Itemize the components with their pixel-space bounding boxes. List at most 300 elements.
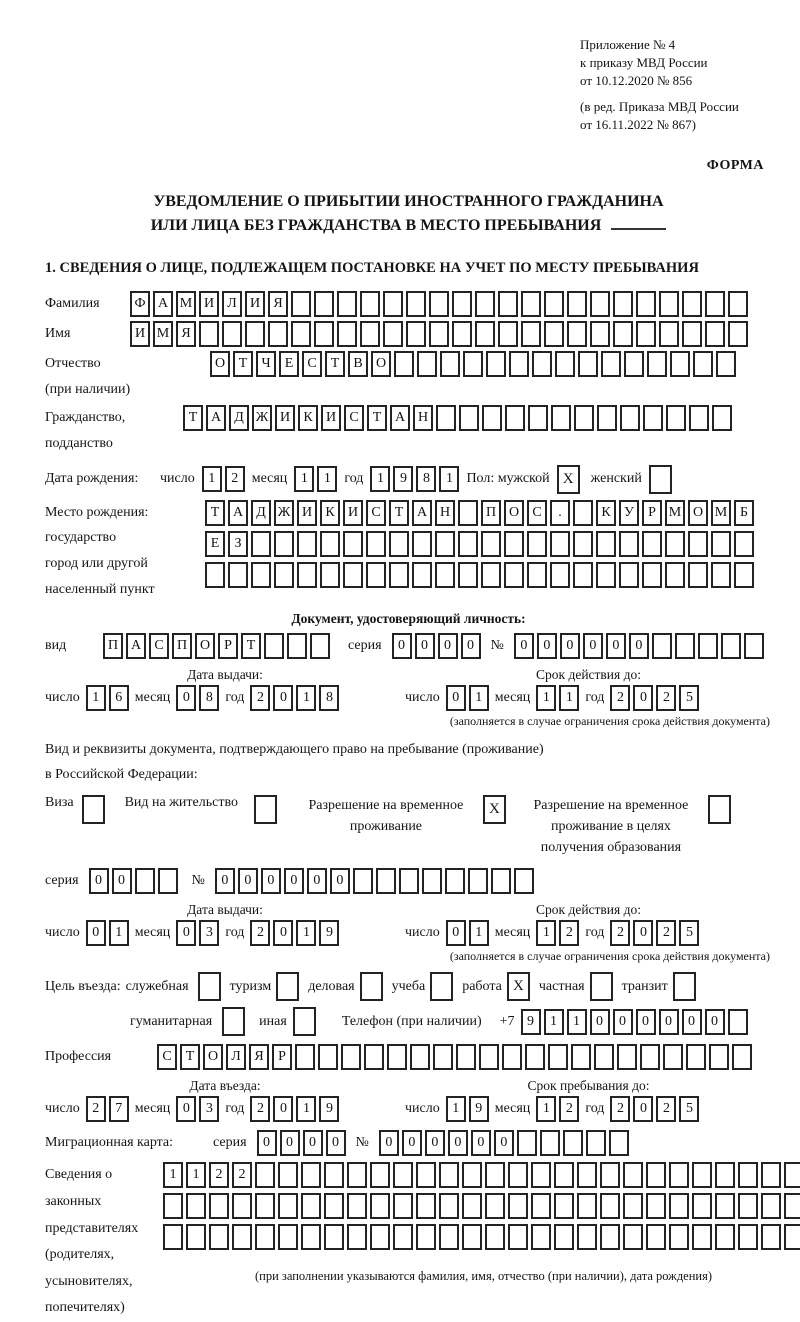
- char-cell[interactable]: [761, 1224, 781, 1250]
- char-cell[interactable]: [600, 1162, 620, 1188]
- char-cell[interactable]: [435, 562, 455, 588]
- char-cell[interactable]: 1: [109, 920, 129, 946]
- char-cell[interactable]: [508, 1224, 528, 1250]
- char-cell[interactable]: С: [302, 351, 322, 377]
- char-cell[interactable]: [394, 351, 414, 377]
- char-cell[interactable]: 0: [176, 920, 196, 946]
- char-cell[interactable]: [205, 562, 225, 588]
- char-cell[interactable]: 0: [273, 920, 293, 946]
- char-cell[interactable]: [716, 351, 736, 377]
- char-cell[interactable]: [343, 562, 363, 588]
- char-cell[interactable]: Д: [251, 500, 271, 526]
- char-cell[interactable]: 0: [636, 1009, 656, 1035]
- char-cell[interactable]: [744, 633, 764, 659]
- char-cell[interactable]: [343, 531, 363, 557]
- char-cell[interactable]: 1: [296, 1096, 316, 1122]
- char-cell[interactable]: [555, 351, 575, 377]
- char-cell[interactable]: Т: [205, 500, 225, 526]
- char-cell[interactable]: [475, 321, 495, 347]
- char-cell[interactable]: [692, 1224, 712, 1250]
- char-cell[interactable]: [646, 1162, 666, 1188]
- char-cell[interactable]: [370, 1193, 390, 1219]
- char-cell[interactable]: [287, 633, 307, 659]
- char-cell[interactable]: [268, 321, 288, 347]
- char-cell[interactable]: [571, 1044, 591, 1070]
- char-cell[interactable]: [505, 405, 525, 431]
- char-cell[interactable]: [504, 562, 524, 588]
- char-cell[interactable]: [646, 1224, 666, 1250]
- char-cell[interactable]: [642, 562, 662, 588]
- char-cell[interactable]: [590, 321, 610, 347]
- char-cell[interactable]: С: [366, 500, 386, 526]
- char-cell[interactable]: [462, 1193, 482, 1219]
- char-cell[interactable]: Т: [325, 351, 345, 377]
- char-cell[interactable]: О: [195, 633, 215, 659]
- char-cell[interactable]: [462, 1162, 482, 1188]
- char-cell[interactable]: [578, 351, 598, 377]
- char-cell[interactable]: 1: [544, 1009, 564, 1035]
- char-cell[interactable]: [521, 321, 541, 347]
- char-cell[interactable]: [712, 405, 732, 431]
- char-cell[interactable]: [613, 291, 633, 317]
- char-cell[interactable]: Я: [176, 321, 196, 347]
- char-cell[interactable]: 7: [109, 1096, 129, 1122]
- char-cell[interactable]: [514, 868, 534, 894]
- char-cell[interactable]: 9: [319, 920, 339, 946]
- char-cell[interactable]: [463, 351, 483, 377]
- char-cell[interactable]: [784, 1193, 800, 1219]
- purpose-private-checkbox[interactable]: [590, 972, 613, 1001]
- char-cell[interactable]: [686, 1044, 706, 1070]
- char-cell[interactable]: С: [149, 633, 169, 659]
- char-cell[interactable]: М: [176, 291, 196, 317]
- char-cell[interactable]: [577, 1162, 597, 1188]
- char-cell[interactable]: П: [172, 633, 192, 659]
- char-cell[interactable]: У: [619, 500, 639, 526]
- char-cell[interactable]: 6: [109, 685, 129, 711]
- char-cell[interactable]: 0: [682, 1009, 702, 1035]
- char-cell[interactable]: [320, 562, 340, 588]
- char-cell[interactable]: [623, 1162, 643, 1188]
- char-cell[interactable]: [715, 1224, 735, 1250]
- char-cell[interactable]: [601, 351, 621, 377]
- char-cell[interactable]: [728, 1009, 748, 1035]
- char-cell[interactable]: [245, 321, 265, 347]
- char-cell[interactable]: [222, 321, 242, 347]
- char-cell[interactable]: [715, 1193, 735, 1219]
- char-cell[interactable]: [412, 562, 432, 588]
- char-cell[interactable]: 2: [610, 685, 630, 711]
- char-cell[interactable]: 0: [303, 1130, 323, 1156]
- char-cell[interactable]: 2: [559, 920, 579, 946]
- char-cell[interactable]: [784, 1224, 800, 1250]
- char-cell[interactable]: [389, 562, 409, 588]
- char-cell[interactable]: 0: [446, 920, 466, 946]
- char-cell[interactable]: [278, 1224, 298, 1250]
- char-cell[interactable]: [573, 500, 593, 526]
- char-cell[interactable]: [163, 1193, 183, 1219]
- char-cell[interactable]: [689, 405, 709, 431]
- char-cell[interactable]: 1: [439, 466, 459, 492]
- visa-checkbox[interactable]: [82, 795, 105, 824]
- char-cell[interactable]: [337, 291, 357, 317]
- char-cell[interactable]: С: [157, 1044, 177, 1070]
- char-cell[interactable]: [435, 531, 455, 557]
- char-cell[interactable]: [532, 351, 552, 377]
- char-cell[interactable]: [554, 1224, 574, 1250]
- char-cell[interactable]: И: [297, 500, 317, 526]
- char-cell[interactable]: [728, 321, 748, 347]
- char-cell[interactable]: И: [130, 321, 150, 347]
- char-cell[interactable]: [416, 1162, 436, 1188]
- char-cell[interactable]: 0: [613, 1009, 633, 1035]
- char-cell[interactable]: [521, 291, 541, 317]
- char-cell[interactable]: 0: [659, 1009, 679, 1035]
- char-cell[interactable]: К: [298, 405, 318, 431]
- char-cell[interactable]: [417, 351, 437, 377]
- char-cell[interactable]: А: [126, 633, 146, 659]
- char-cell[interactable]: [531, 1224, 551, 1250]
- char-cell[interactable]: 0: [215, 868, 235, 894]
- char-cell[interactable]: [636, 321, 656, 347]
- char-cell[interactable]: Ж: [252, 405, 272, 431]
- char-cell[interactable]: 0: [425, 1130, 445, 1156]
- char-cell[interactable]: [728, 291, 748, 317]
- char-cell[interactable]: [475, 291, 495, 317]
- char-cell[interactable]: [412, 531, 432, 557]
- char-cell[interactable]: [399, 868, 419, 894]
- char-cell[interactable]: [705, 321, 725, 347]
- char-cell[interactable]: 5: [679, 1096, 699, 1122]
- char-cell[interactable]: И: [343, 500, 363, 526]
- char-cell[interactable]: 0: [514, 633, 534, 659]
- char-cell[interactable]: [387, 1044, 407, 1070]
- char-cell[interactable]: Е: [279, 351, 299, 377]
- char-cell[interactable]: [436, 405, 456, 431]
- char-cell[interactable]: Е: [205, 531, 225, 557]
- char-cell[interactable]: А: [228, 500, 248, 526]
- char-cell[interactable]: [509, 351, 529, 377]
- char-cell[interactable]: 0: [633, 1096, 653, 1122]
- char-cell[interactable]: [479, 1044, 499, 1070]
- char-cell[interactable]: [393, 1224, 413, 1250]
- char-cell[interactable]: Ж: [274, 500, 294, 526]
- char-cell[interactable]: 0: [471, 1130, 491, 1156]
- char-cell[interactable]: [527, 562, 547, 588]
- char-cell[interactable]: [416, 1193, 436, 1219]
- char-cell[interactable]: [669, 1162, 689, 1188]
- char-cell[interactable]: З: [228, 531, 248, 557]
- char-cell[interactable]: [458, 562, 478, 588]
- char-cell[interactable]: [692, 1193, 712, 1219]
- char-cell[interactable]: [337, 321, 357, 347]
- char-cell[interactable]: [410, 1044, 430, 1070]
- char-cell[interactable]: [669, 1193, 689, 1219]
- char-cell[interactable]: [665, 531, 685, 557]
- char-cell[interactable]: И: [245, 291, 265, 317]
- char-cell[interactable]: [458, 500, 478, 526]
- char-cell[interactable]: 2: [559, 1096, 579, 1122]
- purpose-other-checkbox[interactable]: [293, 1007, 316, 1036]
- char-cell[interactable]: [554, 1162, 574, 1188]
- char-cell[interactable]: [544, 321, 564, 347]
- char-cell[interactable]: Т: [367, 405, 387, 431]
- sex-female-checkbox[interactable]: [649, 465, 672, 494]
- char-cell[interactable]: [574, 405, 594, 431]
- char-cell[interactable]: 5: [679, 920, 699, 946]
- char-cell[interactable]: [429, 321, 449, 347]
- char-cell[interactable]: [295, 1044, 315, 1070]
- char-cell[interactable]: [366, 562, 386, 588]
- char-cell[interactable]: [642, 531, 662, 557]
- char-cell[interactable]: [439, 1224, 459, 1250]
- char-cell[interactable]: [659, 291, 679, 317]
- char-cell[interactable]: [341, 1044, 361, 1070]
- char-cell[interactable]: Р: [218, 633, 238, 659]
- char-cell[interactable]: 0: [446, 685, 466, 711]
- char-cell[interactable]: [594, 1044, 614, 1070]
- char-cell[interactable]: [251, 562, 271, 588]
- char-cell[interactable]: [586, 1130, 606, 1156]
- char-cell[interactable]: 1: [536, 1096, 556, 1122]
- char-cell[interactable]: 2: [232, 1162, 252, 1188]
- char-cell[interactable]: [550, 531, 570, 557]
- char-cell[interactable]: 8: [319, 685, 339, 711]
- char-cell[interactable]: [186, 1193, 206, 1219]
- char-cell[interactable]: [761, 1162, 781, 1188]
- char-cell[interactable]: [452, 321, 472, 347]
- char-cell[interactable]: [439, 1193, 459, 1219]
- char-cell[interactable]: 3: [199, 920, 219, 946]
- char-cell[interactable]: [531, 1193, 551, 1219]
- char-cell[interactable]: [682, 291, 702, 317]
- char-cell[interactable]: [540, 1130, 560, 1156]
- char-cell[interactable]: 2: [610, 1096, 630, 1122]
- char-cell[interactable]: [663, 1044, 683, 1070]
- char-cell[interactable]: [462, 1224, 482, 1250]
- char-cell[interactable]: И: [199, 291, 219, 317]
- char-cell[interactable]: [620, 405, 640, 431]
- char-cell[interactable]: [705, 291, 725, 317]
- char-cell[interactable]: 0: [494, 1130, 514, 1156]
- char-cell[interactable]: П: [103, 633, 123, 659]
- char-cell[interactable]: 2: [656, 1096, 676, 1122]
- char-cell[interactable]: 0: [633, 685, 653, 711]
- char-cell[interactable]: 8: [199, 685, 219, 711]
- char-cell[interactable]: [422, 868, 442, 894]
- char-cell[interactable]: [698, 633, 718, 659]
- char-cell[interactable]: [485, 1193, 505, 1219]
- char-cell[interactable]: О: [688, 500, 708, 526]
- char-cell[interactable]: 1: [469, 920, 489, 946]
- char-cell[interactable]: [590, 291, 610, 317]
- char-cell[interactable]: Л: [226, 1044, 246, 1070]
- char-cell[interactable]: 1: [202, 466, 222, 492]
- char-cell[interactable]: [640, 1044, 660, 1070]
- char-cell[interactable]: [577, 1224, 597, 1250]
- char-cell[interactable]: 2: [250, 920, 270, 946]
- char-cell[interactable]: [383, 291, 403, 317]
- char-cell[interactable]: Н: [413, 405, 433, 431]
- char-cell[interactable]: [711, 562, 731, 588]
- char-cell[interactable]: [274, 531, 294, 557]
- char-cell[interactable]: .: [550, 500, 570, 526]
- char-cell[interactable]: [498, 321, 518, 347]
- char-cell[interactable]: [551, 405, 571, 431]
- char-cell[interactable]: [186, 1224, 206, 1250]
- char-cell[interactable]: [458, 531, 478, 557]
- char-cell[interactable]: [619, 531, 639, 557]
- char-cell[interactable]: [366, 531, 386, 557]
- char-cell[interactable]: Т: [389, 500, 409, 526]
- char-cell[interactable]: 0: [537, 633, 557, 659]
- char-cell[interactable]: А: [412, 500, 432, 526]
- char-cell[interactable]: [278, 1193, 298, 1219]
- char-cell[interactable]: [623, 1193, 643, 1219]
- char-cell[interactable]: В: [348, 351, 368, 377]
- char-cell[interactable]: [297, 562, 317, 588]
- char-cell[interactable]: 0: [379, 1130, 399, 1156]
- char-cell[interactable]: 0: [633, 920, 653, 946]
- char-cell[interactable]: 0: [461, 633, 481, 659]
- char-cell[interactable]: 0: [705, 1009, 725, 1035]
- char-cell[interactable]: [353, 868, 373, 894]
- char-cell[interactable]: 1: [536, 685, 556, 711]
- char-cell[interactable]: [784, 1162, 800, 1188]
- purpose-tourism-checkbox[interactable]: [276, 972, 299, 1001]
- char-cell[interactable]: 0: [392, 633, 412, 659]
- char-cell[interactable]: [550, 562, 570, 588]
- char-cell[interactable]: 0: [112, 868, 132, 894]
- char-cell[interactable]: [567, 291, 587, 317]
- char-cell[interactable]: [600, 1193, 620, 1219]
- char-cell[interactable]: Ч: [256, 351, 276, 377]
- char-cell[interactable]: [711, 531, 731, 557]
- char-cell[interactable]: [255, 1193, 275, 1219]
- char-cell[interactable]: [209, 1224, 229, 1250]
- char-cell[interactable]: [502, 1044, 522, 1070]
- char-cell[interactable]: 2: [86, 1096, 106, 1122]
- char-cell[interactable]: [652, 633, 672, 659]
- char-cell[interactable]: П: [481, 500, 501, 526]
- purpose-transit-checkbox[interactable]: [673, 972, 696, 1001]
- char-cell[interactable]: И: [321, 405, 341, 431]
- char-cell[interactable]: [347, 1162, 367, 1188]
- char-cell[interactable]: [554, 1193, 574, 1219]
- char-cell[interactable]: [406, 291, 426, 317]
- char-cell[interactable]: [761, 1193, 781, 1219]
- char-cell[interactable]: [666, 405, 686, 431]
- char-cell[interactable]: Ф: [130, 291, 150, 317]
- char-cell[interactable]: 0: [284, 868, 304, 894]
- char-cell[interactable]: 1: [296, 920, 316, 946]
- char-cell[interactable]: Р: [642, 500, 662, 526]
- char-cell[interactable]: [324, 1162, 344, 1188]
- char-cell[interactable]: С: [344, 405, 364, 431]
- char-cell[interactable]: Т: [241, 633, 261, 659]
- char-cell[interactable]: [738, 1224, 758, 1250]
- char-cell[interactable]: 0: [402, 1130, 422, 1156]
- sex-male-checkbox[interactable]: X: [557, 465, 580, 494]
- char-cell[interactable]: [544, 291, 564, 317]
- char-cell[interactable]: [617, 1044, 637, 1070]
- char-cell[interactable]: 0: [583, 633, 603, 659]
- char-cell[interactable]: [688, 531, 708, 557]
- char-cell[interactable]: [665, 562, 685, 588]
- char-cell[interactable]: 2: [250, 1096, 270, 1122]
- char-cell[interactable]: [301, 1162, 321, 1188]
- char-cell[interactable]: [389, 531, 409, 557]
- char-cell[interactable]: [445, 868, 465, 894]
- char-cell[interactable]: [573, 562, 593, 588]
- char-cell[interactable]: А: [206, 405, 226, 431]
- char-cell[interactable]: К: [596, 500, 616, 526]
- char-cell[interactable]: [498, 291, 518, 317]
- char-cell[interactable]: [738, 1162, 758, 1188]
- char-cell[interactable]: 0: [448, 1130, 468, 1156]
- char-cell[interactable]: [324, 1193, 344, 1219]
- char-cell[interactable]: [577, 1193, 597, 1219]
- char-cell[interactable]: [527, 531, 547, 557]
- char-cell[interactable]: [291, 291, 311, 317]
- char-cell[interactable]: [486, 351, 506, 377]
- char-cell[interactable]: 1: [294, 466, 314, 492]
- char-cell[interactable]: [360, 321, 380, 347]
- char-cell[interactable]: 0: [326, 1130, 346, 1156]
- char-cell[interactable]: [310, 633, 330, 659]
- char-cell[interactable]: 1: [559, 685, 579, 711]
- char-cell[interactable]: [158, 868, 178, 894]
- char-cell[interactable]: 0: [415, 633, 435, 659]
- char-cell[interactable]: [692, 1162, 712, 1188]
- char-cell[interactable]: 0: [629, 633, 649, 659]
- char-cell[interactable]: М: [711, 500, 731, 526]
- char-cell[interactable]: [693, 351, 713, 377]
- char-cell[interactable]: [573, 531, 593, 557]
- char-cell[interactable]: [274, 562, 294, 588]
- char-cell[interactable]: 0: [590, 1009, 610, 1035]
- char-cell[interactable]: [619, 562, 639, 588]
- char-cell[interactable]: 1: [469, 685, 489, 711]
- char-cell[interactable]: [675, 633, 695, 659]
- char-cell[interactable]: [440, 351, 460, 377]
- char-cell[interactable]: [482, 405, 502, 431]
- char-cell[interactable]: [347, 1193, 367, 1219]
- char-cell[interactable]: [481, 531, 501, 557]
- char-cell[interactable]: [370, 1162, 390, 1188]
- char-cell[interactable]: [485, 1162, 505, 1188]
- char-cell[interactable]: Я: [268, 291, 288, 317]
- char-cell[interactable]: [301, 1193, 321, 1219]
- char-cell[interactable]: 9: [469, 1096, 489, 1122]
- char-cell[interactable]: 8: [416, 466, 436, 492]
- char-cell[interactable]: О: [210, 351, 230, 377]
- char-cell[interactable]: 2: [656, 685, 676, 711]
- char-cell[interactable]: 2: [656, 920, 676, 946]
- char-cell[interactable]: [318, 1044, 338, 1070]
- char-cell[interactable]: [255, 1224, 275, 1250]
- char-cell[interactable]: 1: [446, 1096, 466, 1122]
- char-cell[interactable]: [609, 1130, 629, 1156]
- char-cell[interactable]: 1: [186, 1162, 206, 1188]
- char-cell[interactable]: [393, 1193, 413, 1219]
- char-cell[interactable]: [429, 291, 449, 317]
- char-cell[interactable]: А: [153, 291, 173, 317]
- char-cell[interactable]: [682, 321, 702, 347]
- char-cell[interactable]: Т: [180, 1044, 200, 1070]
- purpose-official-checkbox[interactable]: [198, 972, 221, 1001]
- char-cell[interactable]: 0: [89, 868, 109, 894]
